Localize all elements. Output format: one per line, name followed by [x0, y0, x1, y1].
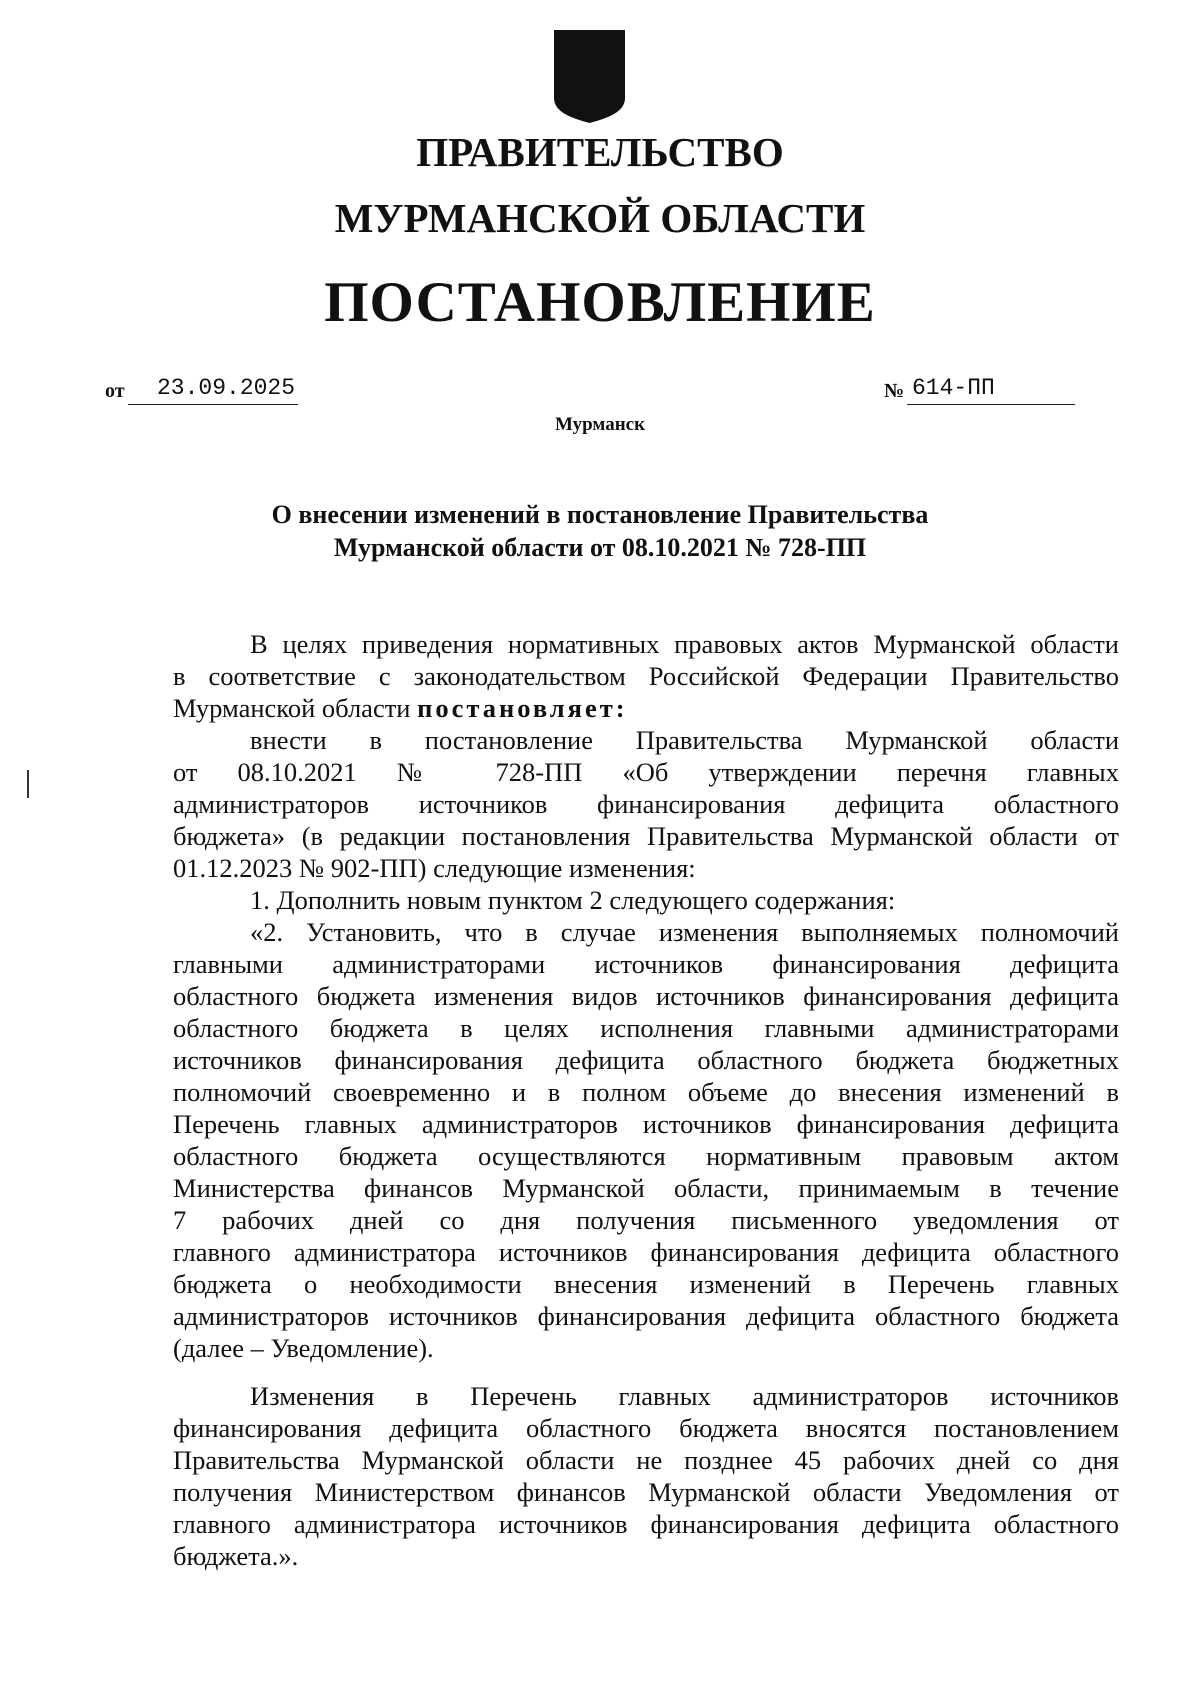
body-line: в соответствие с законодательством Российской Федерации Правительство: [173, 661, 1119, 691]
body-line: финансирования дефицита областного бюджета вносятся постановлением: [173, 1413, 1119, 1443]
body-line: бюджета» (в редакции постановления Правительства Мурманской области от: [173, 821, 1119, 851]
body-line: бюджета о необходимости внесения изменений в Перечень главных: [173, 1269, 1119, 1299]
body-line: (далее – Уведомление).: [173, 1333, 434, 1363]
body-line: В целях приведения нормативных правовых актов Мурманской области: [250, 629, 1119, 659]
body-line: главного администратора источников финансирования дефицита областного: [173, 1237, 1119, 1267]
body-line: Перечень главных администраторов источников финансирования дефицита: [173, 1109, 1119, 1139]
subject-line1: О внесении изменений в постановление Правительства: [271, 500, 929, 529]
body-line: Министерства финансов Мурманской области, принимаемым в течение: [173, 1173, 1119, 1203]
body-line: Правительства Мурманской области не позднее 45 рабочих дней со дня: [173, 1445, 1119, 1475]
body-line: 1. Дополнить новым пунктом 2 следующего содержания:: [250, 885, 896, 915]
body-line: администраторов источников финансирования дефицита областного: [173, 789, 1119, 819]
number-underline: [907, 404, 1075, 405]
body-line: «2. Установить, что в случае изменения выполняемых полномочий: [250, 917, 1119, 947]
body-line: от 08.10.2021 № 728-ПП «Об утверждении перечня главных: [173, 757, 1119, 787]
body-line: областного бюджета осуществляются нормативным правовым актом: [173, 1141, 1119, 1171]
body-line: главного администратора источников финансирования дефицита областного: [173, 1509, 1119, 1539]
org-name-line1: ПРАВИТЕЛЬСТВО: [416, 129, 784, 175]
number-prefix: №: [884, 380, 905, 402]
body-line: Изменения в Перечень главных администраторов источников: [250, 1381, 1119, 1411]
city: Мурманск: [554, 414, 646, 435]
coat-of-arms-emblem: [552, 28, 627, 124]
org-name-line2: МУРМАНСКОЙ ОБЛАСТИ: [334, 195, 866, 241]
body-line: областного бюджета в целях исполнения главными администраторами: [173, 1013, 1119, 1043]
document-date: 23.09.2025: [157, 375, 296, 401]
body-line: бюджета.».: [173, 1541, 299, 1571]
body-line: главными администраторами источников финансирования дефицита: [173, 949, 1119, 979]
body-line: 01.12.2023 № 902-ПП) следующие изменения:: [173, 853, 696, 883]
body-line: источников финансирования дефицита областного бюджета бюджетных: [173, 1045, 1119, 1075]
margin-mark: [27, 770, 29, 798]
body-line: администраторов источников финансирования дефицита областного бюджета: [173, 1301, 1119, 1331]
body-line: [173, 692, 1119, 724]
decree-verb: постановляет:: [417, 693, 628, 723]
body-text: Мурманской области: [173, 693, 418, 723]
body-line: получения Министерством финансов Мурманской области Уведомления от: [173, 1477, 1119, 1507]
body-line: внести в постановление Правительства Мурманской области: [250, 725, 1119, 755]
subject-line2: Мурманской области от 08.10.2021 № 728-ПП: [333, 533, 867, 562]
document-number: 614-ПП: [912, 375, 995, 401]
document-type: ПОСТАНОВЛЕНИЕ: [324, 271, 876, 334]
body-line: областного бюджета изменения видов источников финансирования дефицита: [173, 981, 1119, 1011]
body-line: 7 рабочих дней со дня получения письменного уведомления от: [173, 1205, 1119, 1235]
date-prefix: от: [105, 380, 125, 402]
body-line: полномочий своевременно и в полном объеме до внесения изменений в: [173, 1077, 1119, 1107]
date-underline: [128, 404, 298, 405]
